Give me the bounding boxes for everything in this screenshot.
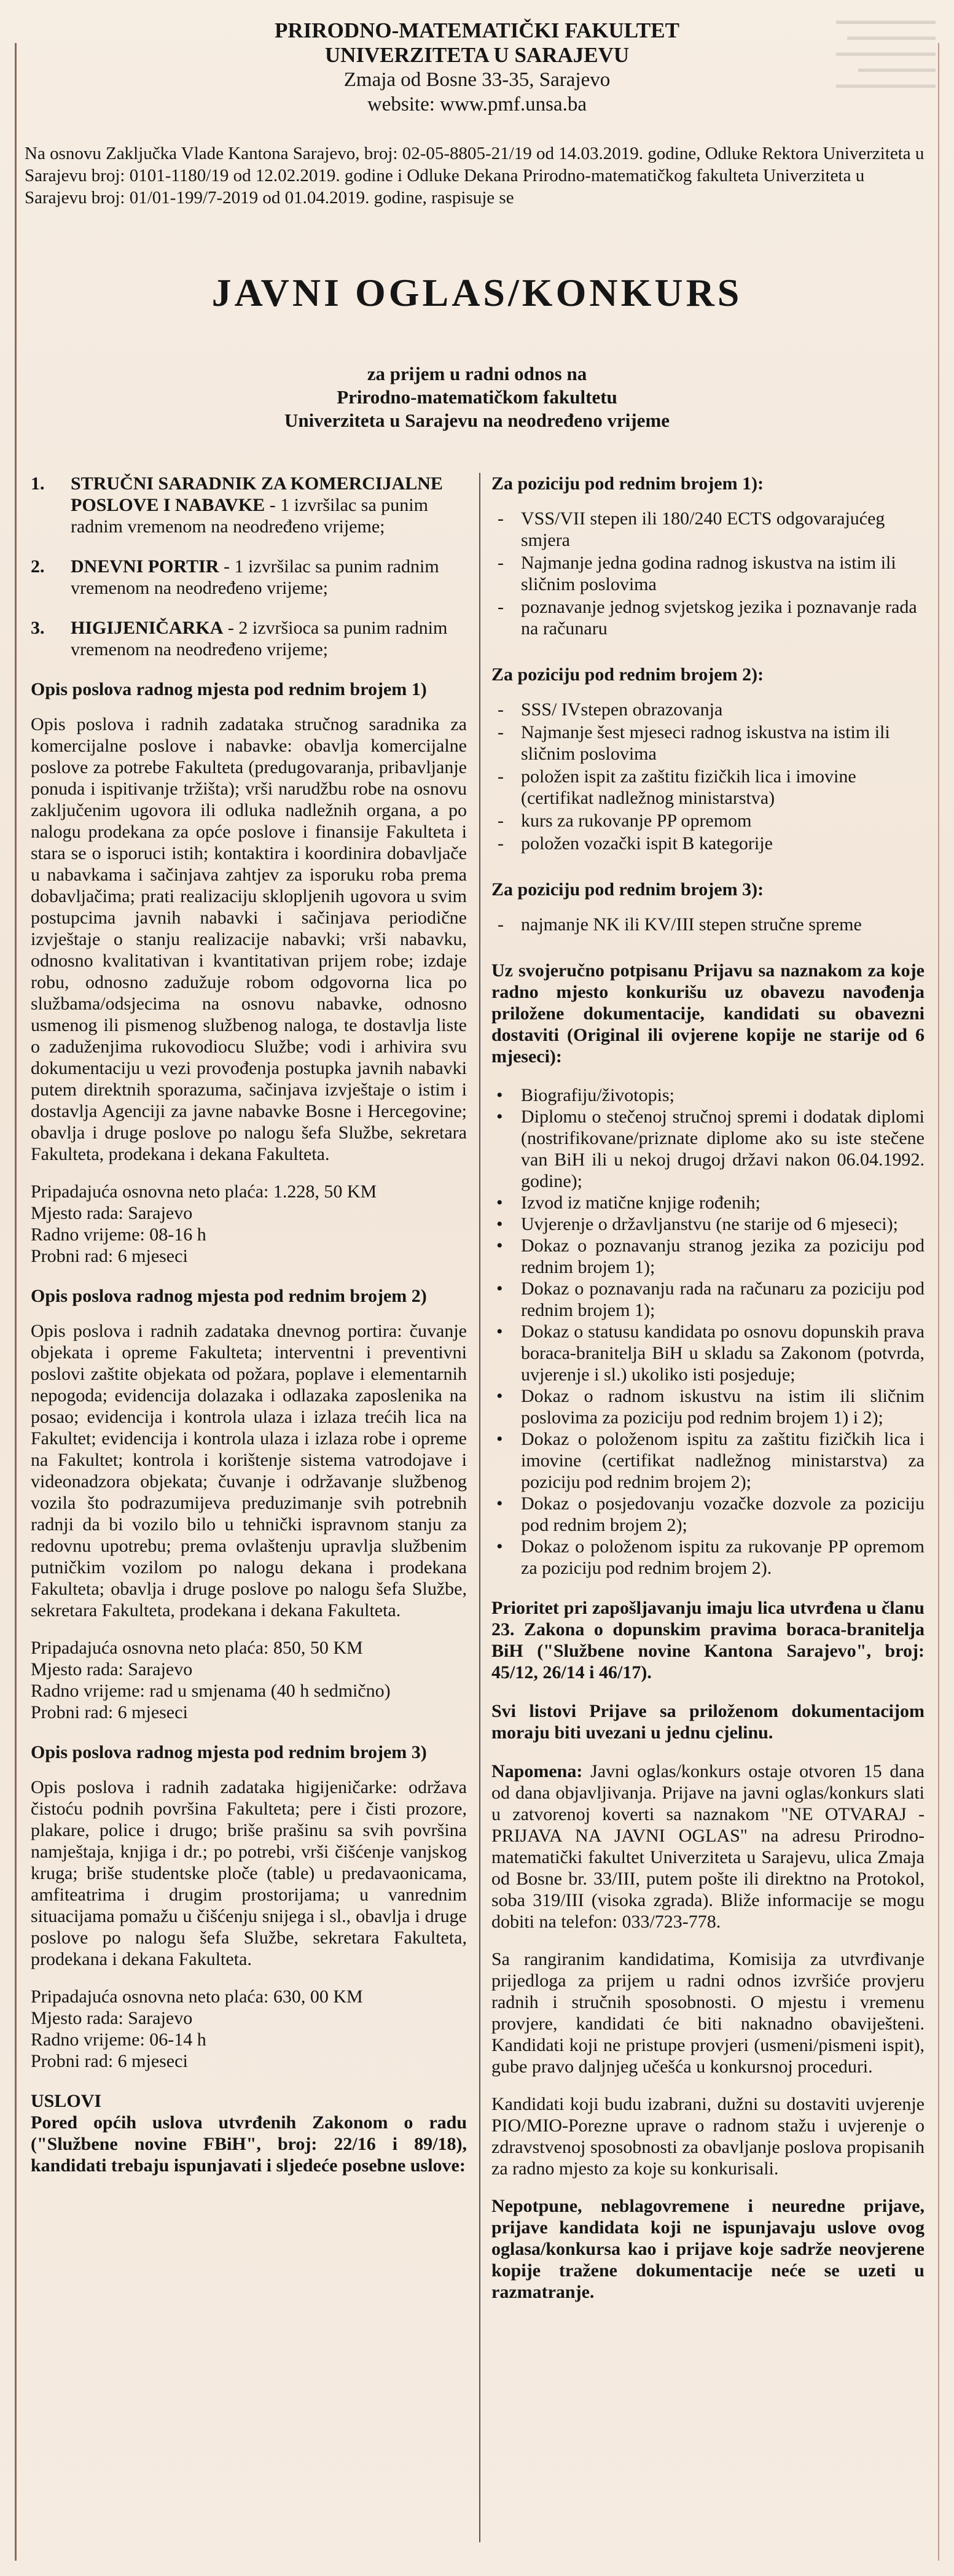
desc2-trial: Probni rad: 6 mjeseci	[31, 1702, 188, 1722]
left-column	[31, 473, 467, 2193]
list-item: - kurs za rukovanje PP opremom	[491, 810, 925, 831]
documents-list	[491, 1084, 925, 1579]
right-column	[491, 473, 925, 2320]
list-item: - položen vozački ispit B kategorije	[491, 833, 925, 854]
column-divider	[479, 473, 480, 2542]
position-number: 3.	[31, 618, 45, 638]
req1-heading: Za poziciju pod rednim brojem 1):	[491, 473, 764, 494]
desc2-text: Opis poslova i radnih zadataka dnevnog portira: čuvanje objekata i opreme Fakulteta; interventni i preventivni poslovi zaštite objekata od požara, poplave i elementarnih nepogoda; evidencija dolazaka i odlazaka zaposlenika na posao; evidencija i kontrola ulaza i izlaza trećih lica na Fakultet; evidencija i kontrola ulaza i izlaza robe i opreme na Fakultet; kontrola i korištenje sistema vatrodojave i videonadzora objekata; čuvanje i održavanje službenog vozila što podrazumijeva preduzimanje svih potrebnih radnji da bi vozilo bilo u tehnički ispravnom stanju za redovnu upotrebu; prema ovlaštenju upravlja službenim putničkim vozilom po nalogu dekana i prodekana Fakulteta; obavlja i druge poslove po nalogu šefa Službe, sekretara Fakulteta, prodekana i dekana Fakulteta.	[31, 1321, 467, 1621]
list-item: • Dokaz o statusu kandidata po osnovu dopunskih prava boraca-branitelja BiH u skladu sa Zakonom (potvrda, uvjerenje i sl.) ukoliko isti posjeduje;	[491, 1321, 925, 1385]
final-paragraph: Nepotpune, neblagovremene i neuredne prijave, prijave kandidata koji ne ispunjavaju uslove ovog oglasa/konkursa kao i prijave koje sadrže neovjerene kopije tražene dokumentacije neće se uzeti u razmatranje.	[491, 2196, 925, 2302]
list-item: • Dokaz o poznavanju rada na računaru za poziciju pod rednim brojem 1);	[491, 1278, 925, 1321]
desc3-pay: Pripadajuća osnovna neto plaća: 630, 00 KM	[31, 1986, 363, 2007]
subtitle	[0, 362, 954, 432]
position-detail: - 1 izvršilac sa punim radnim vremenom na neodređeno vrijeme;	[71, 556, 439, 598]
desc2-heading: Opis poslova radnog mjesta pod rednim brojem 2)	[31, 1286, 427, 1306]
desc2-terms	[31, 1637, 467, 1723]
position-number: 2.	[31, 556, 45, 577]
intro-paragraph: Na osnovu Zaključka Vlade Kantona Sarajevo, broj: 02-05-8805-21/19 od 14.03.2019. godine, Odluke Rektora Univerziteta u Sarajevu broj: 0101-1180/19 od 12.02.2019. godine i Odluke Dekana Prirodno-matematičkog fakulteta Univerziteta u Sarajevu broj: 01/01-199/7-2019 od 01.04.2019. godine, raspisuje se	[25, 144, 925, 208]
position-name: STRUČNI SARADNIK ZA KOMERCIJALNE POSLOVE I NABAVKE	[71, 473, 443, 515]
list-item: - poznavanje jednog svjetskog jezika i poznavanje rada na računaru	[491, 596, 925, 639]
list-item: - VSS/VII stepen ili 180/240 ECTS odgovarajućeg smjera	[491, 508, 925, 551]
list-item: - Najmanje šest mjeseci radnog iskustva na istim ili sličnim poslovima	[491, 722, 925, 765]
list-item: - SSS/ IVstepen obrazovanja	[491, 699, 925, 720]
position-detail: - 1 izvršilac sa punim radnim vremenom na neodređeno vrijeme;	[71, 495, 428, 537]
list-item: • Dokaz o poznavanju stranog jezika za poziciju pod rednim brojem 1);	[491, 1235, 925, 1278]
desc2-place: Mjesto rada: Sarajevo	[31, 1659, 193, 1679]
position-detail: - 2 izvršioca sa punim radnim vremenom na neodređeno vrijeme;	[71, 618, 448, 660]
list-item: • Dokaz o položenom ispitu za rukovanje PP opremom za poziciju pod rednim brojem 2).	[491, 1536, 925, 1579]
ad-title: JAVNI OGLAS/KONKURS	[211, 271, 743, 314]
list-item: • Dokaz o položenom ispitu za zaštitu fizičkih lica i imovine (certifikat nadležnog ministarstva) za poziciju pod rednim brojem 2);	[491, 1428, 925, 1493]
list-item: • Diplomu o stečenoj stručnoj spremi i dodatak diplomi (nostrifikovane/priznate diplome ako su iste stečene van BiH ili u nekoj drugoj državi nakon 06.04.1992. godine);	[491, 1106, 925, 1192]
list-item: - Najmanje jedna godina radnog iskustva na istim ili sličnim poslovima	[491, 552, 925, 595]
list-item: - položen ispit za zaštitu fizičkih lica i imovine (certifikat nadležnog ministarstva)	[491, 766, 925, 809]
faculty-name: PRIRODNO-MATEMATIČKI FAKULTET	[275, 18, 679, 42]
header	[0, 18, 954, 117]
list-item: • Biografiju/životopis;	[491, 1084, 925, 1106]
uslovi-text: Pored općih uslova utvrđenih Zakonom o radu ("Službene novine FBiH", broj: 22/16 i 89/18), kandidati trebaju ispunjavati i sljedeće posebne uslove:	[31, 2112, 467, 2176]
subtitle-line-2: Prirodno-matematičkom fakultetu	[337, 386, 617, 408]
list-item: • Uvjerenje o državljanstvu (ne starije od 6 mjeseci);	[491, 1213, 925, 1235]
uslovi-heading: USLOVI	[31, 2091, 102, 2111]
req1-list	[491, 508, 925, 639]
desc3-heading: Opis poslova radnog mjesta pod rednim brojem 3)	[31, 1742, 427, 1762]
position-item	[31, 617, 467, 660]
desc2-hours: Radno vrijeme: rad u smjenama (40 h sedmično)	[31, 1681, 391, 1701]
req3-list	[491, 914, 925, 935]
website: website: www.pmf.unsa.ba	[367, 93, 587, 115]
desc3-place: Mjesto rada: Sarajevo	[31, 2008, 193, 2028]
desc3-hours: Radno vrijeme: 06-14 h	[31, 2029, 206, 2050]
req2-list	[491, 699, 925, 854]
position-name: HIGIJENIČARKA	[71, 618, 224, 638]
desc3-text: Opis poslova i radnih zadataka higijeničarke: održava čistoću podnih površina Fakulteta; pere i čisti prozore, plakare, police i drugo; briše prašinu sa svih površina namještaja, knjiga i dr.; po potrebi, vrši čišćenje vanjskog kruga; briše studentske ploče (table) u predavaonicama, amfiteatrima i drugim prostorijama; u vanrednim situacijama pomažu u čišćenju snijega i sl., obavlja i druge poslove po nalogu šefa Službe, sekretara Fakulteta, prodekana i dekana Fakulteta.	[31, 1777, 467, 1969]
commission-paragraph: Sa rangiranim kandidatima, Komisija za utvrđivanje prijedloga za prijem u radni odnos izvršiće provjeru radnih i stručnih sposobnosti. O mjestu i vremenu provjere, kandidati će biti naknadno obaviješteni. Kandidati koji ne pristupe provjeri (usmeni/pismeni ispit), gube pravo daljnjeg učešća u konkursnoj proceduri.	[491, 1949, 925, 2077]
desc1-text: Opis poslova i radnih zadataka stručnog saradnika za komercijalne poslove i nabavke: obavlja komercijalne poslove za potrebe Fakulteta (predugovaranja, pribavljanje ponuda i ispitivanje tržišta); vrši narudžbu robe na osnovu zaključenim ugovora ili odluka nadležnih organa, a po nalogu prodekana za opće poslove i finansije Fakulteta i stara se o isporuci istih; kontaktira i koordinira dobavljače u nabavkama i sačinjava zahtjev za isporuku roba prema dobavljačima; prati realizaciju sklopljenih ugovora u svim postupcima javnih nabavki i sačinjava periodične izvještaje o stanju realizacije nabavki; vrši nabavku, odnosno kvalitativan i kvantitativan prijem robe; izdaje robu, odnosno zadužuje robom odgovorna lica po službama/odsjecima na osnovu nabavke, odnosno usmenog ili pismenog službenog naloga, te dostavlja liste o zaduženjima rukovodiocu Službe; vodi i arhivira svu dokumentaciju u vezi provođenja postupka javnih nabavki putem direktnih sporazuma, sačinjava izvještaje o istim i dostavlja Agenciji za javne nabavke Bosne i Hercegovine; obavlja i druge poslove po nalogu šefa Službe, sekretara Fakulteta, prodekana i dekana Fakulteta.	[31, 714, 467, 1164]
position-item	[31, 556, 467, 599]
priority-paragraph: Prioritet pri zapošljavanju imaju lica utvrđena u članu 23. Zakona o dopunskim pravima boraca-branitelja BiH ("Službene novine Kantona Sarajevo", broj: 45/12, 26/14 i 46/17).	[491, 1598, 925, 1683]
desc1-trial: Probni rad: 6 mjeseci	[31, 1246, 188, 1266]
address: Zmaja od Bosne 33-35, Sarajevo	[343, 69, 611, 91]
desc3-terms	[31, 1986, 467, 2072]
desc1-pay: Pripadajuća osnovna neto plaća: 1.228, 50 KM	[31, 1181, 377, 1202]
desc1-heading: Opis poslova radnog mjesta pod rednim brojem 1)	[31, 679, 427, 699]
desc3-trial: Probni rad: 6 mjeseci	[31, 2051, 188, 2071]
req3-heading: Za poziciju pod rednim brojem 3):	[491, 879, 764, 900]
documents-intro: Uz svojeručno potpisanu Prijavu sa naznakom za koje radno mjesto konkurišu uz obavezu navođenja priložene dokumentacije, kandidati su obavezni dostaviti (Original ili ovjerene kopije ne starije od 6 mjeseci):	[491, 960, 925, 1067]
desc1-place: Mjesto rada: Sarajevo	[31, 1203, 193, 1223]
university-name: UNIVERZITETA U SARAJEVU	[324, 43, 630, 67]
binding-paragraph: Svi listovi Prijave sa priloženom dokumentacijom moraju biti uvezani u jednu cjelinu.	[491, 1701, 925, 1743]
note-text: Javni oglas/konkurs ostaje otvoren 15 dana od dana objavljivanja. Prijave na javni oglas/konkurs slati u zatvorenoj koverti sa naznakom "NE OTVARAJ - PRIJAVA NA JAVNI OGLAS" na adresu Prirodno-matematički fakultet Univerziteta u Sarajevu, ulica Zmaja od Bosne br. 33/III, putem pošte ili direktno na Protokol, soba 319/III (visoka zgrada). Bliže informacije se mogu dobiti na telefon: 033/723-778.	[491, 1761, 925, 1932]
list-item: • Dokaz o radnom iskustvu na istim ili sličnim poslovima za poziciju pod rednim brojem 1) i 2);	[491, 1385, 925, 1428]
show-through-text: ▬▬▬▬▬▬▬▬▬ ▬▬▬▬▬▬▬▬ ▬▬▬▬▬▬▬▬▬ ▬▬▬▬▬▬▬ ▬▬▬▬▬▬▬▬▬	[836, 14, 936, 90]
desc1-terms	[31, 1181, 467, 1267]
position-number: 1.	[31, 473, 45, 494]
list-item: • Izvod iz matične knjige rođenih;	[491, 1192, 925, 1213]
subtitle-line-3: Univerziteta u Sarajevu na neodređeno vrijeme	[284, 410, 670, 431]
position-name: DNEVNI PORTIR	[71, 556, 219, 577]
note-label: Napomena:	[491, 1761, 583, 1781]
req2-heading: Za poziciju pod rednim brojem 2):	[491, 664, 764, 685]
position-item	[31, 473, 467, 537]
desc2-pay: Pripadajuća osnovna neto plaća: 850, 50 KM	[31, 1638, 363, 1658]
note-paragraph	[491, 1761, 925, 1932]
desc1-hours: Radno vrijeme: 08-16 h	[31, 1224, 206, 1245]
selected-paragraph: Kandidati koji budu izabrani, dužni su dostaviti uvjerenje PIO/MIO-Porezne uprave o radnom stažu i uvjerenje o zdravstvenoj sposobnosti za obavljanje poslova propisanih za radno mjesto za koje su konkurisali.	[491, 2094, 925, 2179]
subtitle-line-1: za prijem u radni odnos na	[367, 363, 587, 384]
list-item: • Dokaz o posjedovanju vozačke dozvole za poziciju pod rednim brojem 2);	[491, 1493, 925, 1536]
list-item: - najmanje NK ili KV/III stepen stručne spreme	[491, 914, 925, 935]
